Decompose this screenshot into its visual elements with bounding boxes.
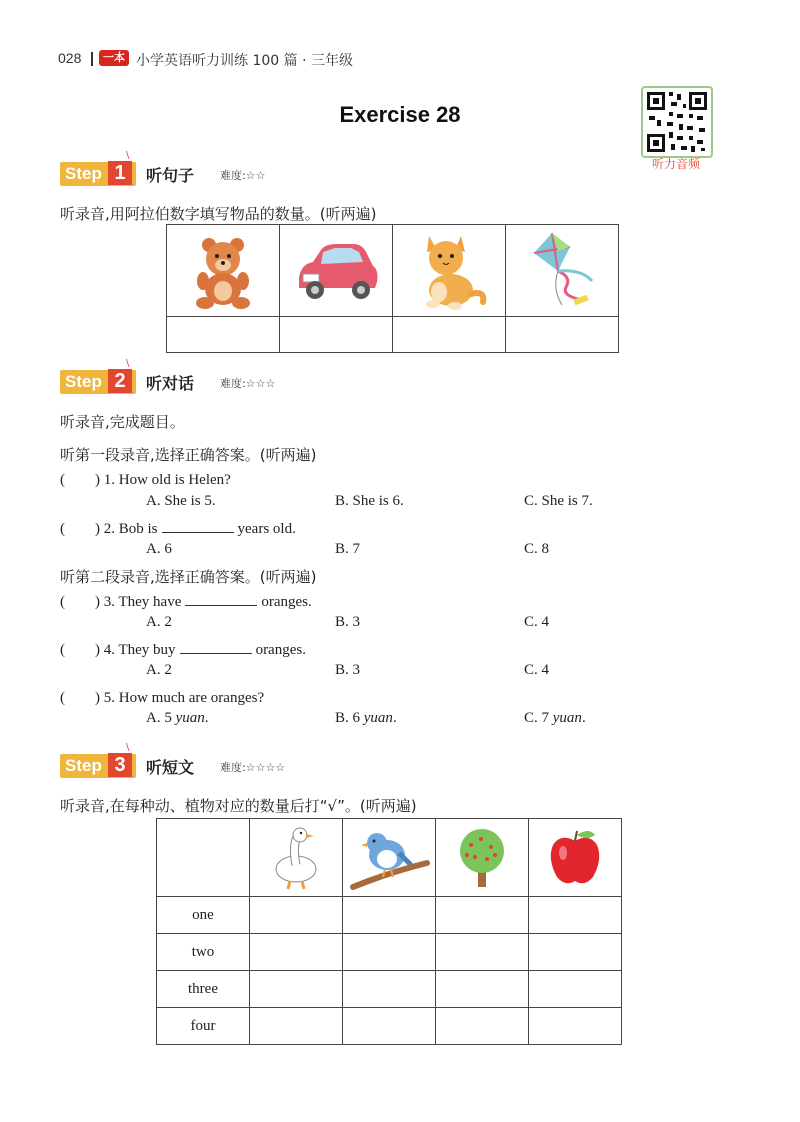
answer-paren[interactable]: ( ) <box>60 521 100 537</box>
question-text-end: oranges. <box>255 642 306 658</box>
tree-icon <box>449 825 515 891</box>
fill-blank[interactable] <box>162 532 234 533</box>
option-b[interactable]: B. 3 <box>335 614 361 630</box>
check-cell[interactable] <box>529 1008 622 1045</box>
row-label: two <box>157 934 250 971</box>
column-tree <box>436 819 529 897</box>
question-text: How old is Helen? <box>118 472 231 488</box>
option-a[interactable]: A. She is 5. <box>146 493 216 509</box>
question-text: Bob is <box>118 521 158 537</box>
option-unit: yuan <box>175 710 205 726</box>
step2-name: 听对话 <box>146 374 195 393</box>
check-cell[interactable] <box>529 897 622 934</box>
sparkle-icon: \ | / <box>126 358 130 391</box>
option-dot: . <box>392 710 397 726</box>
item-cat <box>393 225 506 317</box>
check-cell[interactable] <box>343 934 436 971</box>
step3-difficulty <box>220 759 285 775</box>
option-b[interactable] <box>335 710 397 727</box>
step1-table <box>166 224 619 353</box>
column-duck <box>250 819 343 897</box>
question-1 <box>60 468 231 489</box>
check-cell[interactable] <box>529 971 622 1008</box>
step3-table <box>156 818 622 1045</box>
qr-code[interactable] <box>641 86 713 158</box>
question-text-end: years old. <box>237 521 296 537</box>
header-divider <box>91 52 93 66</box>
bird-icon <box>347 825 431 891</box>
step3-number: 3 <box>108 753 132 777</box>
check-cell[interactable] <box>250 971 343 1008</box>
car-icon <box>291 236 381 306</box>
step1-name: 听句子 <box>146 166 195 185</box>
difficulty-label: 难度: <box>220 377 246 390</box>
duck-icon <box>266 825 326 891</box>
option-c[interactable]: C. She is 7. <box>524 493 593 509</box>
check-cell[interactable] <box>436 897 529 934</box>
option-unit: yuan <box>363 710 393 726</box>
question-number: 3. <box>103 594 115 610</box>
option-a[interactable]: A. 2 <box>146 614 172 630</box>
step1-difficulty <box>220 167 265 183</box>
step1-instruction: 听录音,用阿拉伯数字填写物品的数量。(听两遍) <box>60 205 377 223</box>
question-2 <box>60 517 296 538</box>
option-b[interactable]: B. 7 <box>335 541 361 557</box>
sparkle-icon: \ | / <box>126 742 130 775</box>
question-text-end: oranges. <box>261 594 312 610</box>
qr-label: 听力音频 <box>651 157 700 171</box>
answer-paren[interactable]: ( ) <box>60 594 100 610</box>
option-a[interactable] <box>146 710 209 727</box>
answer-cell[interactable] <box>167 317 280 353</box>
kite-icon <box>522 229 602 313</box>
difficulty-stars: ☆☆☆☆ <box>245 761 286 774</box>
question-number: 2. <box>103 521 115 537</box>
option-b[interactable]: B. She is 6. <box>335 493 404 509</box>
difficulty-stars: ☆☆ <box>245 169 266 182</box>
option-b[interactable]: B. 3 <box>335 662 361 678</box>
step1-number: 1 <box>108 161 132 185</box>
question-number: 5. <box>103 690 115 706</box>
step2-word: Step <box>65 372 102 391</box>
fill-blank[interactable] <box>180 653 252 654</box>
question-text: They have <box>118 594 182 610</box>
corner-cell <box>157 819 250 897</box>
check-cell[interactable] <box>250 897 343 934</box>
fill-blank[interactable] <box>185 605 257 606</box>
answer-cell[interactable] <box>506 317 619 353</box>
question-number: 4. <box>103 642 115 658</box>
option-label: B. 6 <box>335 710 361 726</box>
question-5 <box>60 686 264 707</box>
page-number: 028 <box>58 50 82 66</box>
apple-icon <box>545 825 605 891</box>
column-bird <box>343 819 436 897</box>
dialogue2-instruction: 听第二段录音,选择正确答案。(听两遍) <box>60 568 317 586</box>
page-title: Exercise 28 <box>339 102 461 127</box>
item-kite <box>506 225 619 317</box>
item-car <box>280 225 393 317</box>
cat-icon <box>409 230 489 312</box>
step3-instruction: 听录音,在每种动、植物对应的数量后打“√”。(听两遍) <box>60 797 417 815</box>
check-cell[interactable] <box>250 1008 343 1045</box>
row-label: four <box>157 1008 250 1045</box>
check-cell[interactable] <box>343 897 436 934</box>
question-3 <box>60 590 312 611</box>
option-c[interactable]: C. 8 <box>524 541 550 557</box>
row-label: one <box>157 897 250 934</box>
answer-cell[interactable] <box>393 317 506 353</box>
answer-cell[interactable] <box>280 317 393 353</box>
item-teddy-bear <box>167 225 280 317</box>
question-4 <box>60 638 306 659</box>
difficulty-label: 难度: <box>220 761 246 774</box>
question-text: They buy <box>118 642 176 658</box>
step3-name: 听短文 <box>146 758 195 777</box>
step2-number: 2 <box>108 369 132 393</box>
option-dot: . <box>581 710 586 726</box>
check-cell[interactable] <box>343 971 436 1008</box>
option-dot: . <box>204 710 209 726</box>
step3-word: Step <box>65 756 102 775</box>
answer-paren[interactable]: ( ) <box>60 642 100 658</box>
check-cell[interactable] <box>436 934 529 971</box>
sparkle-icon: \ | / <box>126 150 130 183</box>
step1-word: Step <box>65 164 102 183</box>
option-c[interactable]: C. 4 <box>524 662 550 678</box>
step2-instruction: 听录音,完成题目。 <box>60 413 185 431</box>
difficulty-label: 难度: <box>220 169 246 182</box>
option-c[interactable]: C. 4 <box>524 614 550 630</box>
option-unit: yuan <box>552 710 582 726</box>
check-cell[interactable] <box>343 1008 436 1045</box>
difficulty-stars: ☆☆☆ <box>245 377 276 390</box>
option-c[interactable] <box>524 710 586 727</box>
qr-code-icon <box>643 88 711 156</box>
option-a[interactable]: A. 6 <box>146 541 172 557</box>
check-cell[interactable] <box>436 971 529 1008</box>
option-label: A. 5 <box>146 710 172 726</box>
book-title: 小学英语听力训练 100 篇 · 三年级 <box>136 53 353 69</box>
check-cell[interactable] <box>529 934 622 971</box>
column-apple <box>529 819 622 897</box>
answer-paren[interactable]: ( ) <box>60 690 100 706</box>
question-number: 1. <box>103 472 115 488</box>
brand-logo: 一本 <box>99 50 129 66</box>
step2-difficulty <box>220 375 275 391</box>
teddy-bear-icon <box>183 231 263 311</box>
question-text: How much are oranges? <box>118 690 265 706</box>
option-a[interactable]: A. 2 <box>146 662 172 678</box>
option-label: C. 7 <box>524 710 550 726</box>
answer-paren[interactable]: ( ) <box>60 472 100 488</box>
row-label: three <box>157 971 250 1008</box>
dialogue1-instruction: 听第一段录音,选择正确答案。(听两遍) <box>60 446 317 464</box>
check-cell[interactable] <box>250 934 343 971</box>
check-cell[interactable] <box>436 1008 529 1045</box>
